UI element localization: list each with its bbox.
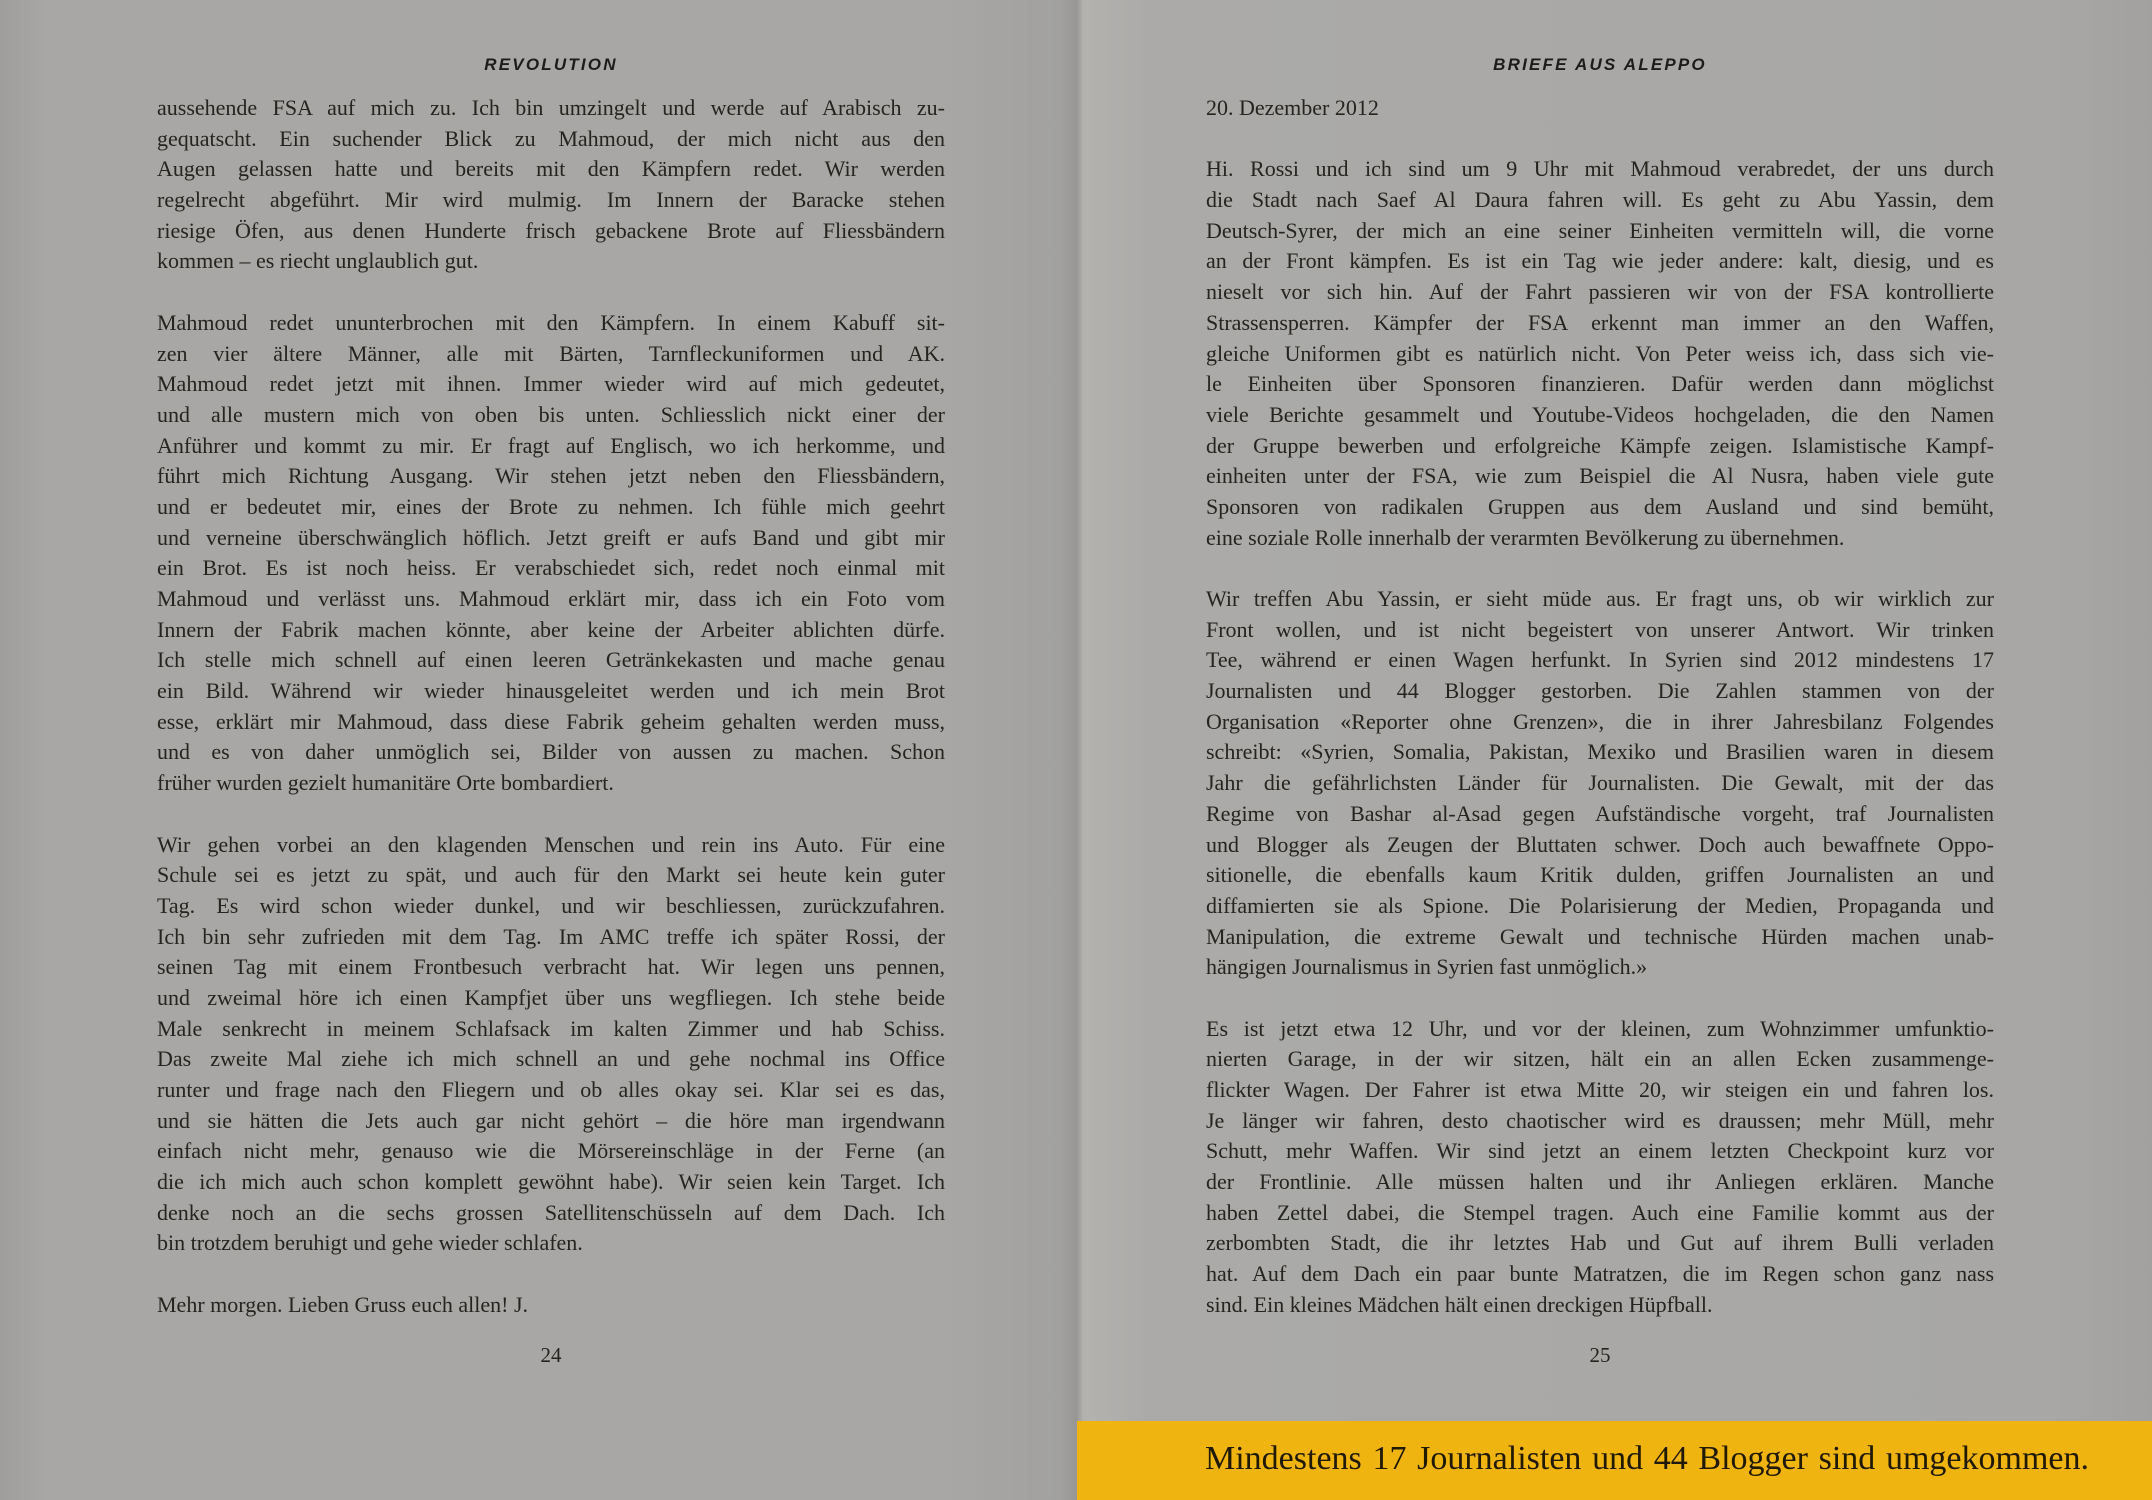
text-line: nierten Garage, in der wir sitzen, hält ein an allen Ecken zusammenge- [1206,1046,1994,1072]
running-head-left: REVOLUTION [484,55,618,74]
text-line: regelrecht abgeführt. Mir wird mulmig. Im Innern der Baracke stehen [157,187,945,213]
page-number-right: 25 [1589,1343,1611,1367]
text-line: hat. Auf dem Dach ein paar bunte Matratzen, die im Regen schon ganz nass [1206,1261,1994,1287]
text-line: Ich bin sehr zufrieden mit dem Tag. Im AMC treffe ich später Rossi, der [157,923,945,949]
text-line: Schule sei es jetzt zu spät, und auch für den Markt sei heute kein guter [157,862,945,888]
running-head-right: BRIEFE AUS ALEPPO [1493,55,1707,74]
text-line: Regime von Bashar al-Asad gegen Aufständische vorgeht, traf Journalisten [1206,800,1994,826]
text-line: zen vier ältere Männer, alle mit Bärten, Tarnfleckuniformen und AK. [157,340,945,366]
text-line: aussehende FSA auf mich zu. Ich bin umzingelt und werde auf Arabisch zu- [157,95,945,120]
text-line: und alle mustern mich von oben bis unten. Schliesslich nickt einer der [157,401,945,427]
text-line: Augen gelassen hatte und bereits mit den Kämpfern redet. Wir werden [157,156,945,182]
text-line: Schutt, mehr Waffen. Wir sind jetzt an einem letzten Checkpoint kurz vor [1206,1138,1994,1164]
text-line: Innern der Fabrik machen könnte, aber keine der Arbeiter ablichten dürfe. [157,616,945,642]
text-line: denke noch an die sechs grossen Satellitenschüsseln auf dem Dach. Ich [157,1199,945,1225]
text-line: schreibt: «Syrien, Somalia, Pakistan, Mexiko und Brasilien waren in diesem [1206,739,1994,765]
text-line: Es ist jetzt etwa 12 Uhr, und vor der kleinen, zum Wohnzimmer umfunktio- [1206,1015,1994,1041]
text-line: gleiche Uniformen gibt es natürlich nicht. Von Peter weiss ich, dass sich vie- [1206,340,1994,366]
text-line: Organisation «Reporter ohne Grenzen», die in ihrer Jahresbilanz Folgendes [1206,708,1994,734]
right-page-text [1206,93,1994,1321]
text-line: führt mich Richtung Ausgang. Wir stehen jetzt neben den Fliessbändern, [157,463,945,489]
text-line: ein Bild. Während wir wieder hinausgeleitet werden und ich mein Brot [157,678,945,704]
text-line: bin trotzdem beruhigt und gehe wieder schlafen. [157,1230,583,1256]
text-line: der Gruppe bewerben und erfolgreiche Kämpfe zeigen. Islamistische Kampf- [1206,432,1994,458]
text-line: ein Brot. Es ist noch heiss. Er verabschiedet sich, redet noch einmal mit [157,555,945,581]
paragraph-space [1206,553,1994,584]
text-line: einheiten unter der FSA, wie zum Beispiel die Al Nusra, haben viele gute [1206,463,1994,489]
text-line: eine soziale Rolle innerhalb der verarmten Bevölkerung zu übernehmen. [1206,524,1845,550]
text-line: haben Zettel dabei, die Stempel tragen. Auch eine Familie kommt aus der [1206,1199,1994,1225]
text-line: und verneine überschwänglich höflich. Jetzt greift er aufs Band und gibt mir [157,524,945,550]
right-page-paragraphs [1206,154,1994,1320]
text-line: Jahr die gefährlichsten Länder für Journalisten. Die Gewalt, mit der das [1206,770,1994,796]
text-line: Tag. Es wird schon wieder dunkel, und wir beschliessen, zurückzufahren. [157,892,945,918]
text-line: und Blogger als Zeugen der Bluttaten schwer. Doch auch bewaffnete Oppo- [1206,831,1994,857]
text-line: Wir gehen vorbei an den klagenden Menschen und rein ins Auto. Für eine [157,831,945,857]
text-line: nieselt vor sich hin. Auf der Fahrt passieren wir von der FSA kontrollierte [1206,279,1994,305]
text-line: Hi. Rossi und ich sind um 9 Uhr mit Mahmoud verabredet, der uns durch [1206,156,1994,182]
text-line: Je länger wir fahren, desto chaotischer wird es draussen; mehr Müll, mehr [1206,1107,1994,1133]
text-line: Mahmoud und verlässt uns. Mahmoud erklärt mir, dass ich ein Foto vom [157,586,945,611]
text-line: sind. Ein kleines Mädchen hält einen dreckigen Hüpfball. [1206,1291,1713,1317]
paragraph-space [1206,983,1994,1014]
text-line: Ich stelle mich schnell auf einen leeren Getränkekasten und mache genau [157,647,945,673]
text-line: sitionelle, die ebenfalls kaum Kritik dulden, griffen Journalisten an und [1206,862,1994,888]
paragraph-space [157,277,945,308]
text-line: seinen Tag mit einem Frontbesuch verbracht hat. Wir legen uns pennen, [157,954,945,980]
text-line: einfach nicht mehr, genauso wie die Mörsereinschläge in der Ferne (an [157,1138,945,1164]
text-line: und zweimal höre ich einen Kampfjet über uns wegfliegen. Ich stehe beide [157,984,945,1010]
text-line: Wir treffen Abu Yassin, er sieht müde aus. Er fragt uns, ob wir wirklich zur [1206,586,1994,611]
text-line: an der Front kämpfen. Es ist ein Tag wie jeder andere: kalt, diesig, und es [1206,248,1994,274]
text-line: Deutsch-Syrer, der mich an eine seiner Einheiten vermitteln will, die vorne [1206,217,1994,243]
text-line: Male senkrecht in meinem Schlafsack im kalten Zimmer und hab Schiss. [157,1015,945,1041]
text-line: esse, erklärt mir Mahmoud, dass diese Fabrik geheim gehalten werden muss, [157,708,945,734]
paragraph-space [157,1259,945,1290]
highlight-banner [1077,1421,2152,1500]
text-line: Tee, während er einen Wagen herfunkt. In Syrien sind 2012 mindestens 17 [1206,647,1994,673]
date-line: 20. Dezember 2012 [1206,95,1379,120]
paragraph-space [157,799,945,830]
text-line: früher wurden gezielt humanitäre Orte bombardiert. [157,770,614,796]
text-line: und sie hätten die Jets auch gar nicht gehört – die höre man irgendwann [157,1107,945,1133]
text-line: Manipulation, die extreme Gewalt und technische Hürden machen unab- [1206,923,1994,949]
text-line: zerbombten Stadt, die ihr letztes Hab und Gut auf ihrem Bulli verladen [1206,1230,1994,1256]
page-number-left: 24 [540,1343,562,1367]
text-line: diffamierten sie als Spione. Die Polarisierung der Medien, Propaganda und [1206,892,1994,918]
text-line: Sponsoren von radikalen Gruppen aus dem Ausland und sind bemüht, [1206,493,1994,519]
text-line: hängigen Journalismus in Syrien fast unmöglich.» [1206,954,1648,980]
text-line: kommen – es riecht unglaublich gut. [157,248,479,274]
text-line: und es von daher unmöglich sei, Bilder von aussen zu machen. Schon [157,739,945,765]
text-line: und er bedeutet mir, eines der Brote zu nehmen. Ich fühle mich geehrt [157,493,945,519]
text-line: Strassensperren. Kämpfer der FSA erkennt man immer an den Waffen, [1206,309,1994,335]
text-line: riesige Öfen, aus denen Hunderte frisch gebackene Brote auf Fliessbändern [157,217,945,243]
text-line: Mahmoud redet jetzt mit ihnen. Immer wieder wird auf mich gedeutet, [157,371,945,397]
text-line: Front wollen, und ist nicht begeistert von unserer Antwort. Wir trinken [1206,616,1994,642]
text-line: Das zweite Mal ziehe ich mich schnell an und gehe nochmal ins Office [157,1046,945,1072]
text-line: die ich mich auch schon komplett gewöhnt habe). Wir seien kein Target. Ich [157,1169,945,1195]
text-line: Mehr morgen. Lieben Gruss euch allen! J. [157,1291,529,1317]
text-line: die Stadt nach Saef Al Daura fahren will. Es geht zu Abu Yassin, dem [1206,187,1994,213]
highlight-banner-text: Mindestens 17 Journalisten und 44 Blogger sind umgekommen. [1205,1440,2089,1477]
text-line: Anführer und kommt zu mir. Er fragt auf Englisch, wo ich herkomme, und [157,432,945,458]
left-page-text [157,93,945,1321]
text-line: der Frontlinie. Alle müssen halten und ihr Anliegen erklären. Manche [1206,1169,1994,1195]
text-line: runter und frage nach den Fliegern und ob alles okay sei. Klar sei es das, [157,1077,945,1102]
text-line: Journalisten und 44 Blogger gestorben. Die Zahlen stammen von der [1206,678,1994,704]
text-line: gequatscht. Ein suchender Blick zu Mahmoud, der mich nicht aus den [157,125,945,151]
text-line: flickter Wagen. Der Fahrer ist etwa Mitte 20, wir steigen ein und fahren los. [1206,1077,1994,1102]
text-line: viele Berichte gesammelt und Youtube-Videos hochgeladen, die den Namen [1206,401,1994,427]
text-line: le Einheiten über Sponsoren finanzieren. Dafür werden dann möglichst [1206,371,1994,397]
paragraph-space [1206,124,1994,155]
text-line: Mahmoud redet ununterbrochen mit den Kämpfern. In einem Kabuff sit- [157,309,945,335]
